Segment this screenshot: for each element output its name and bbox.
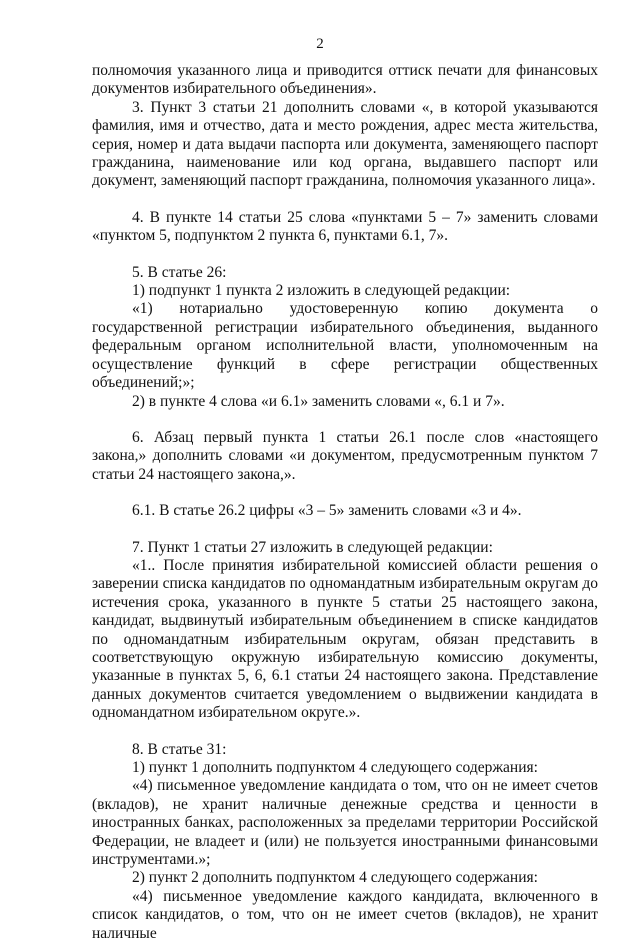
paragraph-gap: [92, 191, 598, 209]
page-number: 2: [316, 36, 324, 52]
paragraph-item-8-2-text: «4) письменное уведомление каждого кандидата, включенного в список кандидатов, о том, что он не имеет счетов (вкладов), не хранит наличные: [92, 887, 598, 942]
paragraph-item-6-1: 6.1. В статье 26.2 цифры «3 – 5» заменить словами «3 и 4».: [132, 502, 522, 520]
paragraph-item-6: 6. Абзац первый пункта 1 статьи 26.1 после слов «настоящего закона,» дополнить словами «и документом, предусмотренным пунктом 7 статьи 24 настоящего закона,».: [92, 428, 598, 483]
paragraph-gap: [92, 246, 598, 264]
paragraph-item-8-1: 1) пункт 1 дополнить подпунктом 4 следующего содержания:: [132, 759, 538, 776]
paragraph-item-7-text: «1.. После принятия избирательной комиссией области решения о заверении списка кандидатов по одномандатным избирательным округам до истечения срока, указанного в пункте 5 статьи 25 настоящего закона, кандидат, выдвинутый избирательным объединением в списке кандидатов по одномандатным избирательным округам, обязан представить в соответствующую окружную избирательную комиссию документы, указанные в пунктах 5, 6, 6.1 статьи 24 настоящего закона. Представление данных документов считается уведомлением о выдвижении кандидата в одномандатном избирательном округе.».: [92, 556, 598, 722]
paragraph-item-8-1-text: «4) письменное уведомление кандидата о том, что он не имеет счетов (вкладов), не хранит наличные денежные средства и ценности в иностранных банках, расположенных за пределами территории Российской Федерации, не владеет и (или) не пользуется иностранными финансовыми инструментами.»;: [92, 777, 598, 869]
paragraph-item-8-2: 2) пункт 2 дополнить подпунктом 4 следующего содержания:: [132, 869, 538, 887]
paragraph-item-5-1: 1) подпункт 1 пункта 2 изложить в следующей редакции:: [132, 282, 511, 300]
paragraph-continuation: полномочия указанного лица и приводится оттиск печати для финансовых документов избирательного объединения».: [92, 62, 598, 98]
paragraph-item-3: 3. Пункт 3 статьи 21 дополнить словами «, в которой указываются фамилия, имя и отчество, дата и место рождения, адрес места жительства, серия, номер и дата выдачи паспорта или документа, заменяющего паспорт гражданина, наименование или код органа, выдавшего паспорт или документ, заменяющий паспорт гражданина, полномочия указанного лица».: [92, 98, 598, 190]
paragraph-item-5-1-text: «1) нотариально удостоверенную копию документа о государственной регистрации избирательного объединения, выданного федеральным органом исполнительной власти, уполномоченным на осуществление функций в сфере регистрации общественных объединений;»;: [92, 300, 598, 392]
document-body: [92, 62, 598, 943]
paragraph-gap: [92, 521, 598, 539]
paragraph-item-5-2: 2) в пункте 4 слова «и 6.1» заменить словами «, 6.1 и 7».: [132, 392, 505, 410]
paragraph-item-7: 7. Пункт 1 статьи 27 изложить в следующей редакции:: [132, 538, 493, 556]
paragraph-gap: [92, 484, 598, 502]
paragraph-item-5-heading: 5. В статье 26:: [132, 263, 227, 281]
paragraph-gap: [92, 723, 598, 741]
paragraph-item-4: 4. В пункте 14 статьи 25 слова «пунктами 5 – 7» заменить словами «пунктом 5, подпунктом 2 пункта 6, пунктами 6.1, 7».: [92, 208, 598, 245]
paragraph-item-8-heading: 8. В статье 31:: [132, 740, 227, 758]
paragraph-gap: [92, 411, 598, 429]
